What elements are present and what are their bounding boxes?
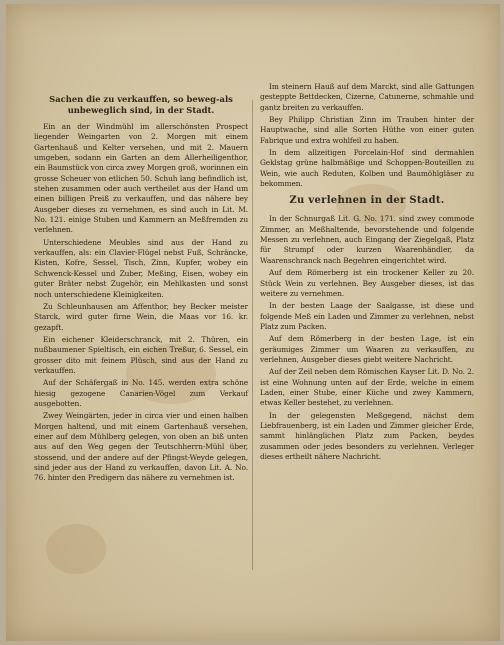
notice-paragraph: Zu Schleunhausen am Affenthor, bey Becker meister Starck, wird guter firne Wein, die Maas vor 16. kr. gezapft. — [34, 301, 248, 332]
notice-paragraph: Zwey Weingärten, jeder in circa vier und einen halben Morgen haltend, und mit einem Gartenhauß versehen, einer auf dem Mühlberg gelegen, von oben an biß unten aus auf den Weg gegen der Teutschherrn-Mühl über, stossend, und der andere auf der Pfingst-Weyde gelegen, sind jeder aus der Hand zu verkauffen, davon Lit. A. No. 76. hinter den Predigern das nähere zu vernehmen ist. — [34, 411, 248, 483]
notice-paragraph: Auf der Zeil neben dem Römischen Kayser Lit. D. No. 2. ist eine Wohnung unten auf der Erde, welche in einem Laden, einer Stube, einer Küche und zwey Kammern, etwas Keller bestehet, zu verlehnen. — [260, 367, 474, 408]
notice-paragraph: Ein an der Windmühl im allerschönsten Prospect liegender Weingarten von 2. Morgen mit einem Gartenhauß und Kelter versehen, und mit 2. Mauern umgeben, sodann ein Garten an dem Allerheiligenthor, ein Baumstück von circa zwey Morgen groß, worinnen ein grosse Scheuer von etlichen 50. Schuh lang befindlich ist, stehen zusammen oder auch vertheilet aus der Hand um einen billigen Preiß zu verkauffen, und das nähere bey Ausgeber dieses zu vernehmen, es sind auch in Lit. M. No. 121. einige Stuben und Kammern an Meßfremden zu verlehnen. — [34, 122, 248, 235]
notice-paragraph: In der besten Laage der Saalgasse, ist diese und folgende Meß ein Laden und Zimmer zu verlehnen, nebst Platz zum Packen. — [260, 301, 474, 331]
notice-paragraph: Bey Philipp Christian Zinn im Trauben hinter der Hauptwache, sind alle Sorten Hüthe von einer guten Fabrique und extra wohlfeil zu haben. — [260, 115, 474, 145]
notice-paragraph: Auf dem Römerberg in der besten Lage, ist ein geräumiges Zimmer um Waaren zu verkauffen, zu verlehnen, Ausgeber dieses giebt weitere Nachricht. — [260, 334, 474, 364]
section-heading-rent: Zu verlehnen in der Stadt. — [289, 195, 445, 207]
notice-paragraph: Ein eichener Kleiderschranck, mit 2. Thüren, ein nußbaumener Spieltisch, ein eichen Treßur, 6. Sessel, ein grosser dito mit feinem Plüsch, sind aus der Hand zu verkauffen. — [34, 334, 248, 375]
right-column — [260, 82, 474, 464]
column-divider — [252, 100, 253, 570]
notice-paragraph: In der Schnurgaß Lit. G. No. 171. sind zwey commode Zimmer, an Meßhaltende, bevorstehende und folgende Messen zu verlehnen, auch Eingang der Ziegelgaß, Platz für Strumpf oder kurzen Waarenhändler, da Waarenschranck nach Begehren eingerichtet wird. — [260, 214, 474, 265]
notice-paragraph: Unterschiedene Meubles sind aus der Hand zu verkauffen, als: ein Clavier-Flügel nebst Fuß, Schräncke, Kisten, Kofre, Sessel, Tisch, Zinn, Kupfer, wobey ein Schwenck-Kessel und Zuber, Meßing, Eisen, wobey ein guter Bräter nebst Zugehör, ein Mehlkasten und sonst noch unterschiedene Kleinigkeiten. — [34, 237, 248, 299]
notice-paragraph: In der gelegensten Meßgegend, nächst dem Liebfrauenberg, ist ein Laden und Zimmer gleicher Erde, sammt hinlänglichen Platz zum Packen, beydes zusammen oder jedes besonders zu verlehnen. Verleger dieses ertheilt nähere Nachricht. — [260, 410, 474, 461]
notice-paragraph: Im steinern Hauß auf dem Marckt, sind alle Gattungen gesteppte Bettdecken, Cizerne, Catunerne, schmahle und gantz breiten zu verkauffen. — [260, 82, 474, 112]
notice-paragraph: In dem allzeitigen Porcelain-Hof sind dermahlen Geklstag grüne halbmäßige und Schoppen-Bouteillen zu Wein, wie auch Reduten, Kolben und Baumöhlgläser zu bekommen. — [260, 148, 474, 189]
newspaper-page — [6, 4, 500, 641]
paper-stain — [46, 524, 106, 574]
left-column — [34, 88, 248, 486]
notice-paragraph: Auf der Schäfergaß in No. 145. werden extra schöne hiesig gezogene Canarien-Vögel zum Verkauf ausgebotten. — [34, 378, 248, 408]
section-heading-sale: Sachen die zu verkauffen, so beweg-als unbeweglich sind, in der Stadt. — [49, 94, 233, 115]
notice-paragraph: Auf dem Römerberg ist ein trockener Keller zu 20. Stück Wein zu verlehnen. Bey Ausgeber dieses, ist das weitere zu vernehmen. — [260, 268, 474, 298]
